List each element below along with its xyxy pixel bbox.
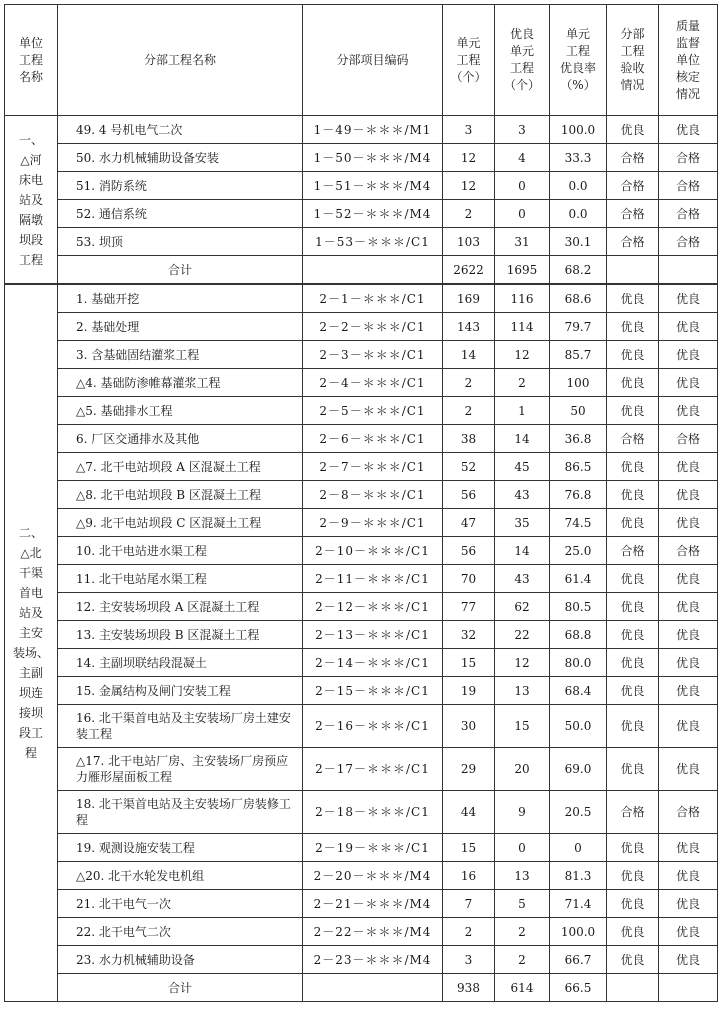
unit-count: 12 (443, 172, 495, 200)
good-rate: 0.0 (550, 172, 607, 200)
subproject-name: △5. 基础排水工程 (58, 397, 303, 425)
unit-count: 32 (443, 621, 495, 649)
table-row (5, 481, 718, 509)
acceptance-status: 优良 (607, 481, 659, 509)
subproject-name: 21. 北干电气一次 (58, 890, 303, 918)
subproject-name: 3. 含基础固结灌浆工程 (58, 341, 303, 369)
good-count: 0 (495, 200, 550, 228)
subproject-name: 22. 北干电气二次 (58, 918, 303, 946)
table-row (5, 341, 718, 369)
unit-count: 2 (443, 918, 495, 946)
total-row (5, 974, 718, 1002)
subproject-name: 2. 基础处理 (58, 313, 303, 341)
good-count: 45 (495, 453, 550, 481)
acceptance-status: 合格 (607, 200, 659, 228)
subproject-name: 15. 金属结构及闸门安装工程 (58, 677, 303, 705)
good-rate: 100 (550, 369, 607, 397)
verification-status: 合格 (659, 144, 718, 172)
good-count: 22 (495, 621, 550, 649)
unit-count: 14 (443, 341, 495, 369)
header-project-code: 分部项目编码 (303, 5, 443, 116)
unit-count: 2 (443, 397, 495, 425)
verification-status: 优良 (659, 862, 718, 890)
acceptance-status: 优良 (607, 397, 659, 425)
good-count: 43 (495, 481, 550, 509)
good-count: 0 (495, 834, 550, 862)
unit-count: 15 (443, 834, 495, 862)
project-code: 2－2－＊＊＊/C1 (303, 313, 443, 341)
subproject-name: △7. 北干电站坝段 A 区混凝土工程 (58, 453, 303, 481)
verification-status: 优良 (659, 509, 718, 537)
acceptance-status: 合格 (607, 172, 659, 200)
project-code: 2－13－＊＊＊/C1 (303, 621, 443, 649)
total-code-empty (303, 974, 443, 1002)
table-row (5, 649, 718, 677)
unit-count: 56 (443, 537, 495, 565)
table-row (5, 172, 718, 200)
verification-status: 优良 (659, 705, 718, 748)
good-rate: 66.7 (550, 946, 607, 974)
quality-summary-table (4, 4, 718, 1002)
good-count: 116 (495, 284, 550, 313)
good-rate: 0 (550, 834, 607, 862)
project-code: 2－18－＊＊＊/C1 (303, 791, 443, 834)
verification-status: 优良 (659, 748, 718, 791)
table-row (5, 890, 718, 918)
good-count: 20 (495, 748, 550, 791)
good-rate: 68.6 (550, 284, 607, 313)
acceptance-status: 合格 (607, 425, 659, 453)
good-count: 62 (495, 593, 550, 621)
good-count: 4 (495, 144, 550, 172)
acceptance-status: 优良 (607, 862, 659, 890)
total-label: 合计 (58, 256, 303, 285)
unit-count: 16 (443, 862, 495, 890)
acceptance-status: 优良 (607, 509, 659, 537)
subproject-name: 18. 北干渠首电站及主安装场厂房装修工程 (58, 791, 303, 834)
subproject-name: 1. 基础开挖 (58, 284, 303, 313)
subproject-name: 19. 观测设施安装工程 (58, 834, 303, 862)
good-count: 2 (495, 918, 550, 946)
project-code: 1－51－＊＊＊/M4 (303, 172, 443, 200)
project-code: 2－1－＊＊＊/C1 (303, 284, 443, 313)
table-row (5, 453, 718, 481)
project-code: 1－53－＊＊＊/C1 (303, 228, 443, 256)
subproject-name: △20. 北干水轮发电机组 (58, 862, 303, 890)
verification-status: 合格 (659, 172, 718, 200)
subproject-name: 16. 北干渠首电站及主安装场厂房土建安装工程 (58, 705, 303, 748)
project-code: 2－12－＊＊＊/C1 (303, 593, 443, 621)
project-code: 2－15－＊＊＊/C1 (303, 677, 443, 705)
acceptance-status: 优良 (607, 369, 659, 397)
project-code: 2－4－＊＊＊/C1 (303, 369, 443, 397)
table-row (5, 862, 718, 890)
table-row (5, 425, 718, 453)
verification-status: 合格 (659, 425, 718, 453)
total-good-count: 1695 (495, 256, 550, 285)
acceptance-status: 优良 (607, 705, 659, 748)
table-row (5, 116, 718, 144)
good-rate: 80.0 (550, 649, 607, 677)
subproject-name: △8. 北干电站坝段 B 区混凝土工程 (58, 481, 303, 509)
table-row (5, 144, 718, 172)
header-acceptance: 分部 工程 验收 情况 (607, 5, 659, 116)
table-row (5, 313, 718, 341)
verification-status: 优良 (659, 918, 718, 946)
acceptance-status: 优良 (607, 677, 659, 705)
unit-count: 47 (443, 509, 495, 537)
verification-status: 优良 (659, 397, 718, 425)
header-subproject-name: 分部工程名称 (58, 5, 303, 116)
unit-project-name: 二、 △北 干渠 首电 站及 主安 装场、 主副 坝连 接坝 段工 程 (5, 284, 58, 1002)
project-code: 2－20－＊＊＊/M4 (303, 862, 443, 890)
total-unit-count: 2622 (443, 256, 495, 285)
subproject-name: 50. 水力机械辅助设备安装 (58, 144, 303, 172)
total-good-count: 614 (495, 974, 550, 1002)
table-row (5, 946, 718, 974)
unit-count: 44 (443, 791, 495, 834)
quality-summary-sheet (4, 4, 718, 1002)
good-rate: 69.0 (550, 748, 607, 791)
project-code: 2－14－＊＊＊/C1 (303, 649, 443, 677)
total-code-empty (303, 256, 443, 285)
acceptance-status: 优良 (607, 834, 659, 862)
total-label: 合计 (58, 974, 303, 1002)
table-row (5, 228, 718, 256)
project-code: 2－6－＊＊＊/C1 (303, 425, 443, 453)
acceptance-status: 优良 (607, 621, 659, 649)
acceptance-status: 优良 (607, 313, 659, 341)
table-row (5, 369, 718, 397)
project-code: 2－23－＊＊＊/M4 (303, 946, 443, 974)
verification-status: 优良 (659, 621, 718, 649)
total-good-rate: 68.2 (550, 256, 607, 285)
total-row (5, 256, 718, 285)
acceptance-status: 优良 (607, 649, 659, 677)
total-good-rate: 66.5 (550, 974, 607, 1002)
total-acceptance-empty (607, 256, 659, 285)
acceptance-status: 优良 (607, 946, 659, 974)
subproject-name: 12. 主安装场坝段 A 区混凝土工程 (58, 593, 303, 621)
good-rate: 36.8 (550, 425, 607, 453)
project-code: 1－50－＊＊＊/M4 (303, 144, 443, 172)
good-rate: 81.3 (550, 862, 607, 890)
subproject-name: 51. 消防系统 (58, 172, 303, 200)
good-rate: 68.4 (550, 677, 607, 705)
good-count: 31 (495, 228, 550, 256)
subproject-name: 23. 水力机械辅助设备 (58, 946, 303, 974)
good-count: 12 (495, 341, 550, 369)
good-count: 15 (495, 705, 550, 748)
project-code: 1－52－＊＊＊/M4 (303, 200, 443, 228)
good-rate: 79.7 (550, 313, 607, 341)
verification-status: 优良 (659, 593, 718, 621)
good-count: 35 (495, 509, 550, 537)
good-count: 43 (495, 565, 550, 593)
project-code: 2－9－＊＊＊/C1 (303, 509, 443, 537)
good-count: 3 (495, 116, 550, 144)
unit-count: 29 (443, 748, 495, 791)
unit-count: 15 (443, 649, 495, 677)
good-rate: 30.1 (550, 228, 607, 256)
project-code: 2－11－＊＊＊/C1 (303, 565, 443, 593)
verification-status: 优良 (659, 677, 718, 705)
good-rate: 50 (550, 397, 607, 425)
table-row (5, 593, 718, 621)
subproject-name: △17. 北干电站厂房、主安装场厂房预应力雁形屋面板工程 (58, 748, 303, 791)
verification-status: 合格 (659, 791, 718, 834)
good-rate: 100.0 (550, 116, 607, 144)
unit-count: 3 (443, 116, 495, 144)
total-verification-empty (659, 974, 718, 1002)
unit-count: 2 (443, 369, 495, 397)
unit-count: 19 (443, 677, 495, 705)
verification-status: 优良 (659, 369, 718, 397)
verification-status: 优良 (659, 890, 718, 918)
project-code: 2－17－＊＊＊/C1 (303, 748, 443, 791)
unit-count: 77 (443, 593, 495, 621)
verification-status: 优良 (659, 313, 718, 341)
table-row (5, 509, 718, 537)
good-rate: 100.0 (550, 918, 607, 946)
good-count: 1 (495, 397, 550, 425)
table-row (5, 918, 718, 946)
table-row (5, 284, 718, 313)
project-code: 1－49－＊＊＊/M1 (303, 116, 443, 144)
acceptance-status: 合格 (607, 791, 659, 834)
unit-count: 12 (443, 144, 495, 172)
good-rate: 76.8 (550, 481, 607, 509)
acceptance-status: 优良 (607, 593, 659, 621)
good-rate: 85.7 (550, 341, 607, 369)
unit-count: 169 (443, 284, 495, 313)
good-count: 14 (495, 425, 550, 453)
good-count: 5 (495, 890, 550, 918)
good-rate: 86.5 (550, 453, 607, 481)
project-code: 2－7－＊＊＊/C1 (303, 453, 443, 481)
unit-count: 70 (443, 565, 495, 593)
good-count: 13 (495, 677, 550, 705)
header-verification: 质量 监督 单位 核定 情况 (659, 5, 718, 116)
unit-count: 38 (443, 425, 495, 453)
project-code: 2－19－＊＊＊/C1 (303, 834, 443, 862)
verification-status: 优良 (659, 649, 718, 677)
verification-status: 优良 (659, 453, 718, 481)
acceptance-status: 合格 (607, 144, 659, 172)
good-count: 2 (495, 946, 550, 974)
good-rate: 80.5 (550, 593, 607, 621)
unit-count: 56 (443, 481, 495, 509)
table-row (5, 200, 718, 228)
good-count: 114 (495, 313, 550, 341)
good-rate: 71.4 (550, 890, 607, 918)
total-acceptance-empty (607, 974, 659, 1002)
unit-count: 7 (443, 890, 495, 918)
unit-count: 30 (443, 705, 495, 748)
verification-status: 优良 (659, 481, 718, 509)
project-code: 2－22－＊＊＊/M4 (303, 918, 443, 946)
table-row (5, 834, 718, 862)
table-row (5, 677, 718, 705)
unit-project-name: 一、 △河 床电 站及 隔墩 坝段 工程 (5, 116, 58, 285)
good-count: 0 (495, 172, 550, 200)
table-row (5, 791, 718, 834)
good-count: 2 (495, 369, 550, 397)
table-row (5, 621, 718, 649)
table-row (5, 748, 718, 791)
good-rate: 33.3 (550, 144, 607, 172)
acceptance-status: 优良 (607, 453, 659, 481)
acceptance-status: 合格 (607, 537, 659, 565)
unit-count: 2 (443, 200, 495, 228)
acceptance-status: 优良 (607, 918, 659, 946)
good-rate: 0.0 (550, 200, 607, 228)
project-code: 2－10－＊＊＊/C1 (303, 537, 443, 565)
good-rate: 20.5 (550, 791, 607, 834)
table-row (5, 537, 718, 565)
header-unit-count: 单元 工程 （个） (443, 5, 495, 116)
subproject-name: 10. 北干电站进水渠工程 (58, 537, 303, 565)
table-row (5, 397, 718, 425)
acceptance-status: 优良 (607, 748, 659, 791)
verification-status: 优良 (659, 116, 718, 144)
verification-status: 优良 (659, 341, 718, 369)
good-count: 14 (495, 537, 550, 565)
subproject-name: 49. 4 号机电气二次 (58, 116, 303, 144)
good-count: 12 (495, 649, 550, 677)
subproject-name: 53. 坝顶 (58, 228, 303, 256)
header-unit-name: 单位 工程 名称 (5, 5, 58, 116)
verification-status: 合格 (659, 200, 718, 228)
table-header (5, 5, 718, 116)
project-code: 2－3－＊＊＊/C1 (303, 341, 443, 369)
table-row (5, 565, 718, 593)
verification-status: 合格 (659, 537, 718, 565)
subproject-name: △9. 北干电站坝段 C 区混凝土工程 (58, 509, 303, 537)
subproject-name: 11. 北干电站尾水渠工程 (58, 565, 303, 593)
subproject-name: △4. 基础防渗帷幕灌浆工程 (58, 369, 303, 397)
acceptance-status: 优良 (607, 284, 659, 313)
verification-status: 优良 (659, 946, 718, 974)
total-verification-empty (659, 256, 718, 285)
project-code: 2－8－＊＊＊/C1 (303, 481, 443, 509)
verification-status: 合格 (659, 228, 718, 256)
good-count: 13 (495, 862, 550, 890)
subproject-name: 6. 厂区交通排水及其他 (58, 425, 303, 453)
good-count: 9 (495, 791, 550, 834)
verification-status: 优良 (659, 284, 718, 313)
total-unit-count: 938 (443, 974, 495, 1002)
acceptance-status: 优良 (607, 890, 659, 918)
unit-count: 52 (443, 453, 495, 481)
project-code: 2－21－＊＊＊/M4 (303, 890, 443, 918)
subproject-name: 13. 主安装场坝段 B 区混凝土工程 (58, 621, 303, 649)
good-rate: 68.8 (550, 621, 607, 649)
subproject-name: 52. 通信系统 (58, 200, 303, 228)
verification-status: 优良 (659, 565, 718, 593)
good-rate: 61.4 (550, 565, 607, 593)
unit-count: 143 (443, 313, 495, 341)
acceptance-status: 优良 (607, 565, 659, 593)
table-body (5, 116, 718, 1002)
acceptance-status: 优良 (607, 116, 659, 144)
table-row (5, 705, 718, 748)
verification-status: 优良 (659, 834, 718, 862)
subproject-name: 14. 主副坝联结段混凝土 (58, 649, 303, 677)
project-code: 2－16－＊＊＊/C1 (303, 705, 443, 748)
unit-count: 3 (443, 946, 495, 974)
project-code: 2－5－＊＊＊/C1 (303, 397, 443, 425)
acceptance-status: 优良 (607, 341, 659, 369)
acceptance-status: 合格 (607, 228, 659, 256)
good-rate: 74.5 (550, 509, 607, 537)
header-good-count: 优良 单元 工程 （个） (495, 5, 550, 116)
good-rate: 25.0 (550, 537, 607, 565)
good-rate: 50.0 (550, 705, 607, 748)
header-good-rate: 单元 工程 优良率 （%） (550, 5, 607, 116)
unit-count: 103 (443, 228, 495, 256)
